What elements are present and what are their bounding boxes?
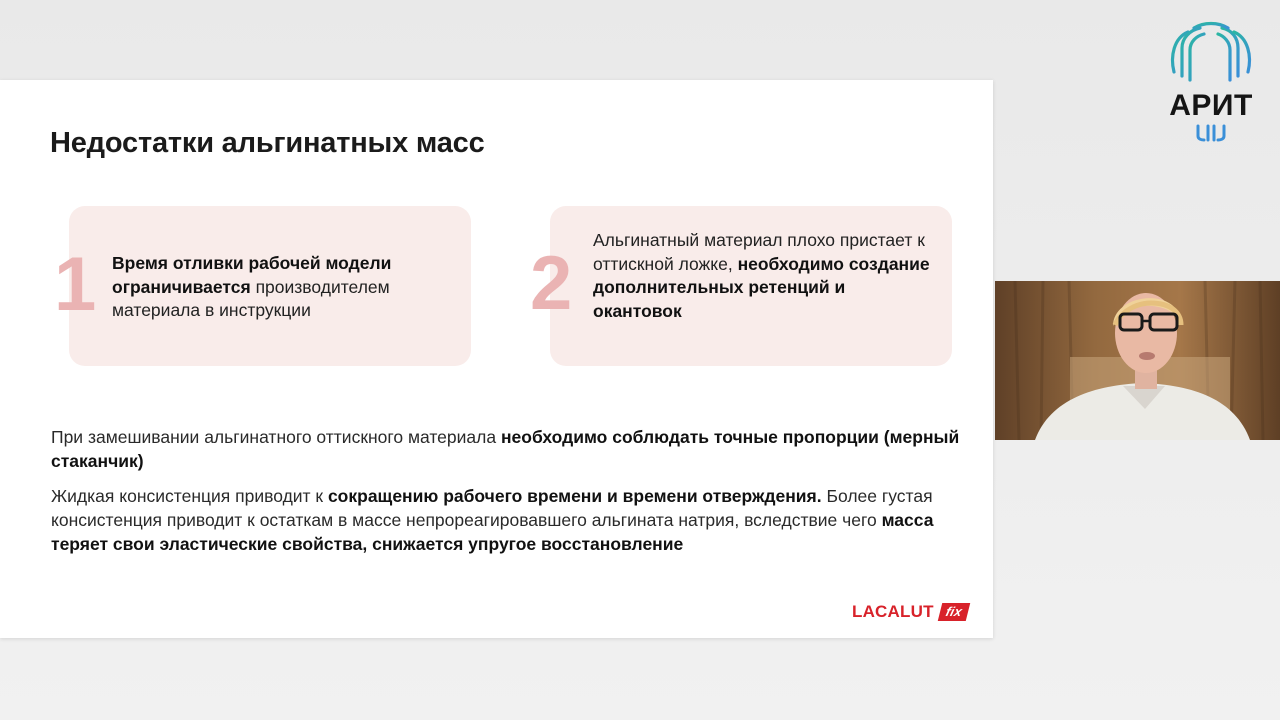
logo-suffix: fix <box>937 603 969 621</box>
card-text-2-regular: Альгинатный материал плохо пристает к оттискной ложке, <box>593 230 925 274</box>
logo-main-text: LACALUT <box>852 602 934 621</box>
card-text-1 <box>112 252 452 323</box>
slide-title: Недостатки альгинатных масс <box>50 127 485 159</box>
arit-logo <box>1166 20 1256 142</box>
paragraph-1-bold: необходимо соблюдать точные пропорции (мерный стаканчик) <box>51 427 960 471</box>
card-text-1-regular: производителем материала в инструкции <box>112 276 390 320</box>
presentation-slide <box>0 80 993 638</box>
brain-lines-icon <box>1166 20 1256 92</box>
presenter-video-feed <box>995 281 1280 440</box>
card-text-1-bold: Время отливки рабочей модели ограничивается <box>112 253 392 297</box>
card-text-2 <box>593 229 933 323</box>
presenter-webcam <box>995 281 1280 440</box>
paragraph-1-regular: При замешивании альгинатного оттискного материала <box>51 427 501 447</box>
card-text-2-bold: необходимо создание дополнительных ретенций и окантовок <box>593 253 930 321</box>
point-card-2 <box>530 206 952 366</box>
lacalut-fix-logo <box>852 602 967 622</box>
paragraph-2-regular-1: Жидкая консистенция приводит к <box>51 486 328 506</box>
paragraph-2-bold-1: сокращению рабочего времени и времени отверждения. <box>327 486 822 506</box>
paragraph-2-regular-2: Более густая консистенция приводит к остаткам в массе непрореагировавшего альгината натрия, вследствие чего <box>51 486 933 530</box>
point-card-1 <box>54 206 471 366</box>
card-number-2: 2 <box>530 241 573 326</box>
paragraph-2-bold-2: масса теряет свои эластические свойства, снижается упругое восстановление <box>51 510 934 554</box>
brand-name: АРИТ <box>1169 89 1253 122</box>
paragraph-proportions <box>51 425 971 473</box>
brand-roots-icon <box>1192 124 1230 142</box>
paragraph-consistency <box>51 484 971 556</box>
card-number-1: 1 <box>54 242 97 327</box>
